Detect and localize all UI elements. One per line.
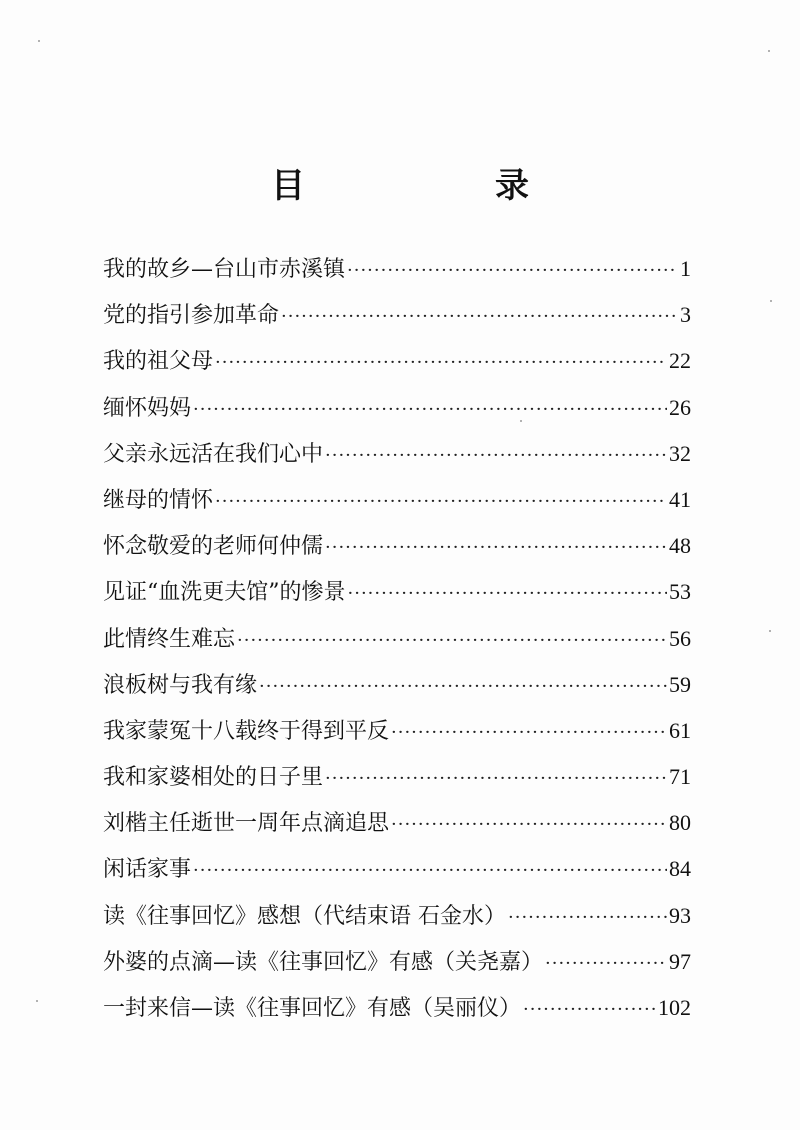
toc-entry-page: 26 [669,394,691,420]
toc-entry-title: 此情终生难忘 [103,626,236,652]
scan-speck [36,1000,38,1002]
toc-leader-dots [347,248,678,294]
toc-entry-title: 读《往事回忆》感想（代结束语 石金水） [103,903,506,929]
toc-leader-dots [193,387,667,433]
toc-entry-page: 3 [680,302,691,328]
toc-entry-page: 71 [669,764,691,790]
toc-entry-page: 61 [669,717,691,743]
toc-entry-page: 48 [669,533,691,559]
toc-leader-dots [348,571,668,617]
toc-entry-title: 我的故乡—台山市赤溪镇 [103,257,346,282]
toc-leader-dots [325,756,667,802]
toc-entry-title: 我的祖父母 [103,349,214,375]
toc-leader-dots [215,340,667,386]
toc-entry[interactable] [103,800,691,846]
toc-entry[interactable] [103,708,691,754]
toc-entry-title: 缅怀妈妈 [103,395,192,421]
toc-leader-dots [523,987,656,1033]
toc-entry[interactable] [103,385,691,431]
toc-entry-page: 84 [669,856,691,882]
scan-speck [770,300,772,302]
toc-entry-page: 93 [669,902,691,928]
toc-entry[interactable] [103,569,691,615]
toc-leader-dots [325,525,667,571]
toc-leader-dots [259,664,667,710]
toc-entry-page: 1 [680,256,691,281]
toc-leader-dots [215,479,667,525]
toc-entry-page: 59 [669,671,691,697]
toc-entry-title: 浪板树与我有缘 [103,672,258,698]
toc-entry[interactable] [103,754,691,800]
toc-leader-dots [391,710,667,756]
toc-entry-title: 怀念敬爱的老师何仲儒 [103,534,324,560]
toc-leader-dots [193,848,667,894]
toc-leader-dots [545,941,667,987]
page-title: 目 录 [271,166,607,206]
toc-entry-title: 我和家婆相处的日子里 [103,765,324,791]
toc-entry-title: 刘楷主任逝世一周年点滴追思 [103,811,390,837]
toc-entry-title: 继母的情怀 [103,487,214,513]
toc-entry-page: 80 [669,810,691,836]
toc-entry[interactable] [103,939,691,985]
toc-entry[interactable] [103,523,691,569]
toc-entry[interactable] [103,893,691,939]
toc-entry-title: 外婆的点滴—读《往事回忆》有感（关尧嘉） [103,949,544,975]
scan-speck [38,40,40,42]
toc-entry[interactable] [103,477,691,523]
toc-entry[interactable] [103,662,691,708]
scan-speck [768,50,770,52]
toc-entry-title: 闲话家事 [103,857,192,883]
toc-entry-title: 我家蒙冤十八载终于得到平反 [103,718,390,744]
toc-entry-page: 56 [669,625,691,651]
toc-leader-dots [391,802,667,848]
toc-entry[interactable] [103,246,691,292]
toc-entry-title: 党的指引参加革命 [103,303,280,329]
table-of-contents [103,246,691,1031]
toc-leader-dots [281,294,678,340]
toc-leader-dots [237,618,667,664]
toc-leader-dots [325,433,667,479]
toc-entry[interactable] [103,616,691,662]
toc-entry-page: 41 [669,486,691,512]
toc-entry[interactable] [103,338,691,384]
toc-leader-dots [508,895,667,941]
scan-speck [769,630,771,632]
toc-entry-title: 一封来信—读《往事回忆》有感（吴丽仪） [103,996,522,1021]
toc-entry-page: 53 [669,579,691,605]
toc-entry-title: 见证“血洗更夫馆”的惨景 [103,580,346,606]
toc-entry-page: 97 [669,948,691,974]
toc-entry[interactable] [103,431,691,477]
toc-entry[interactable] [103,846,691,892]
toc-entry-page: 32 [669,440,691,466]
toc-entry-page: 22 [669,348,691,374]
toc-entry[interactable] [103,985,691,1031]
toc-entry-title: 父亲永远活在我们心中 [103,441,324,467]
toc-entry-page: 102 [658,995,691,1020]
toc-entry[interactable] [103,292,691,338]
